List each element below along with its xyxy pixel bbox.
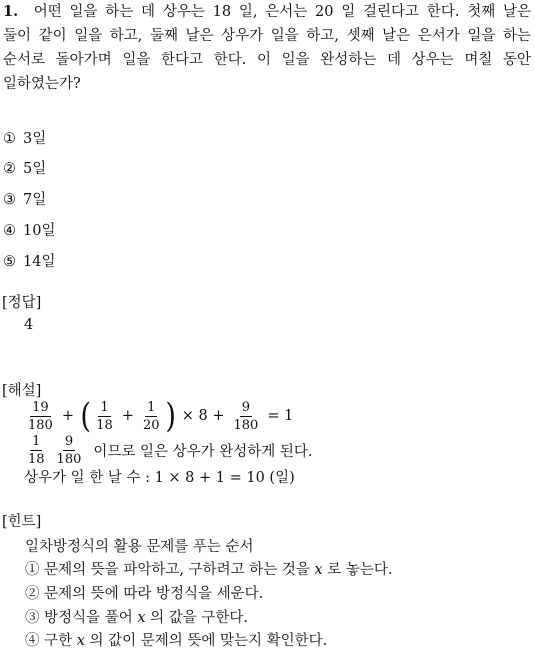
- fraction-1-20: $\frac{1}{20}$: [142, 399, 160, 433]
- fraction-9-180: $\frac{9}{180}$: [233, 399, 259, 433]
- solution-heading: [해설]: [2, 383, 42, 399]
- fraction-1-18: $\frac{1}{18}$: [96, 399, 113, 433]
- answer-heading: [정답]: [2, 295, 42, 311]
- solution-equation-1: $\frac{19}{180}$ + ( $\frac{1}{18}$ + $\frac{1}{20}$ ) × 8 + $\frac{9}{180}$ = 1: [28, 396, 294, 436]
- hint-step-1: ① 문제의 뜻을 파악하고, 구하려고 하는 것을 x 로 놓는다.: [25, 562, 393, 578]
- choice-3[interactable]: ③ 7일: [3, 192, 47, 208]
- choice-1[interactable]: ① 3일: [3, 131, 47, 147]
- solution-equation-2: [24, 431, 313, 469]
- question-line-2: 둘이 같이 일을 하고, 둘째 날은 상우가 일을 하고, 셋째 날은 은서가 일을 하는: [3, 28, 531, 44]
- question-number: 1.: [3, 3, 19, 20]
- hint-step-2: ② 문제의 뜻에 따라 방정식을 세운다.: [25, 586, 264, 602]
- solution-line-3: 상우가 일 한 날 수 : 1 × 8 + 1 = 10 (일): [24, 470, 295, 486]
- hint-step-4: ④ 구한 x 의 값이 문제의 뜻에 맞는지 확인한다.: [25, 633, 328, 649]
- choice-2[interactable]: ② 5일: [3, 161, 47, 177]
- question-line-1: 1. 어떤 일을 하는 데 상우는 18 일, 은서는 20 일 걸린다고 한다. 첫째 날은: [3, 3, 531, 20]
- question-line-3: 순서로 돌아가며 일을 한다고 한다. 이 일을 완성하는 데 상우는 며칠 동안: [3, 52, 531, 68]
- answer-value: 4: [24, 317, 34, 333]
- solution-conclusion: 이므로 일은 상우가 완성하게 된다.: [93, 443, 313, 460]
- fraction-9-180-b: $\frac{9}{180}$: [56, 433, 82, 467]
- hint-title: 일차방정식의 활용 문제를 푸는 순서: [25, 539, 254, 555]
- fraction-1-18-b: $\frac{1}{18}$: [28, 433, 45, 467]
- fraction-19-180: $\frac{19}{180}$: [28, 399, 53, 433]
- hint-step-3: ③ 방정식을 풀어 x 의 값을 구한다.: [25, 610, 249, 626]
- question-line-4: 일하였는가?: [3, 76, 81, 92]
- question-text: [3, 0, 531, 96]
- hint-heading: [힌트]: [2, 514, 42, 530]
- choice-5[interactable]: ⑤ 14일: [3, 254, 56, 270]
- choice-4[interactable]: ④ 10일: [3, 223, 56, 239]
